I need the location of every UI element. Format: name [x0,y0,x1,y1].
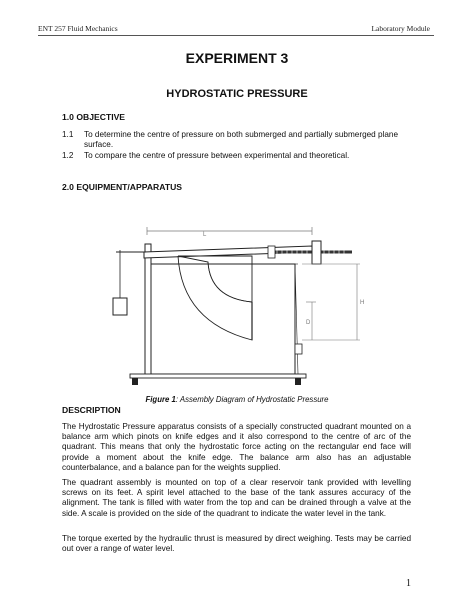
header-rule [38,35,434,36]
dimension-H-label: H [360,300,365,306]
description-paragraph: The torque exerted by the hydraulic thrust is measured by direct weighing. Tests may be carried out over a range of water level. [62,534,411,554]
figure-caption-text: : Assembly Diagram of Hydrostatic Pressure [175,395,329,404]
objective-item-number: 1.1 [62,130,74,139]
balance-pan [113,298,127,315]
description-heading: DESCRIPTION [62,405,121,415]
drain-valve [295,344,302,354]
assembly-diagram-drawing [102,212,382,392]
page-number: 1 [406,578,411,589]
quadrant-inner-arc [208,262,252,302]
objective-item-number: 1.2 [62,151,74,160]
quadrant-outer-arc [178,256,252,340]
objective-item-text: To determine the centre of pressure on both submerged and partially submerged plane surface. [84,130,399,149]
pivot-block [268,246,275,258]
dimension-L [147,227,312,235]
description-paragraph: The quadrant assembly is mounted on top of a clear reservoir tank provided with levelling screws on its feet. A spirit level attached to the base of the tank assures accuracy of the alignment. The tank is filled with water from the top and can be drained through a valve at the side. A scale is provided on the side of the quadrant to indicate the water level in the tank. [62,478,411,518]
objective-item [62,151,420,161]
dimension-D-label: D [306,320,311,326]
quadrant-top [178,256,252,302]
objective-heading: 1.0 OBJECTIVE [62,112,126,122]
reservoir-tank [151,264,295,374]
equipment-heading: 2.0 EQUIPMENT/APPARATUS [62,182,183,192]
base-rail [130,374,306,378]
running-header-module: Laboratory Module [371,24,430,33]
running-header-course: ENT 257 Fluid Mechanics [38,24,118,33]
levelling-foot-right [295,378,301,385]
levelling-foot-left [132,378,138,385]
page-title: EXPERIMENT 3 [185,50,289,66]
counterweight [312,241,321,264]
figure-caption [0,395,474,404]
assembly-diagram [102,212,382,392]
dimension-L-label: L [203,232,207,238]
figure-caption-label: Figure 1 [145,395,176,404]
page-subtitle: HYDROSTATIC PRESSURE [166,88,308,100]
description-paragraph: The Hydrostatic Pressure apparatus consists of a specially constructed quadrant mounted on a balance arm which pinots on knife edges and it also correspond to the centre of arc of the quadrant. This means that only the hydrostatic force acting on the rectangular end face will provide a moment about the knife edge. The balance arm also has an adjustable counterbalance, and a balance pan for the weights supplied. [62,422,411,472]
objective-item-text: To compare the centre of pressure between experimental and theoretical. [84,151,350,160]
support-post [145,244,151,376]
objective-item [62,130,420,150]
